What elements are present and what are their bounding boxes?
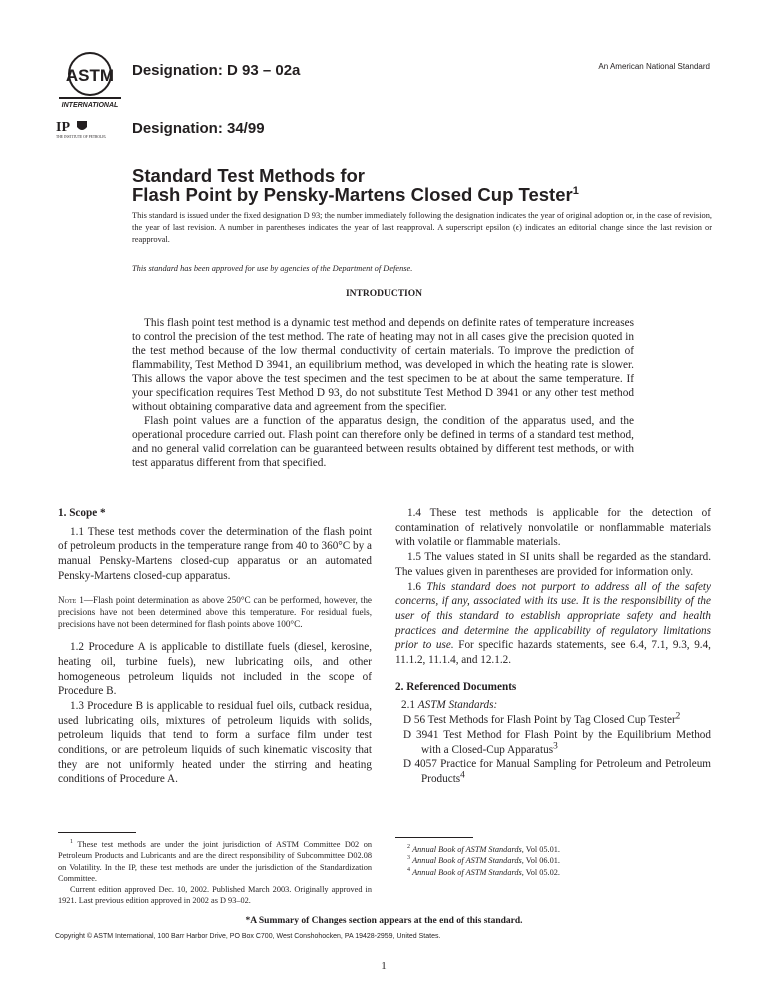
footnote-2-mark: 2 [407, 844, 410, 851]
reference-d4057 [395, 757, 711, 786]
copyright: Copyright © ASTM International, 100 Barr Harbor Drive, PO Box C700, West Conshohocken, PA 19428-2959, United States. [55, 933, 441, 940]
para-1-4: 1.4 These test methods is applicable for the detection of contamination of relatively nonvolatile or nonflammable materials with volatile or flammable materials. [395, 507, 711, 549]
footnote-rule-right [395, 837, 473, 838]
footnote-1-edition: Current edition approved Dec. 10, 2002. Published March 2003. Originally approved in 1921. Last previous edition approved in 2002 as D 93–02. [58, 885, 372, 906]
footnote-4 [395, 867, 711, 878]
footnote-1-text: These test methods are under the joint jurisdiction of ASTM Committee D02 on Petroleum Products and Lubricants and are the direct responsibility of Subcommittee D02.08 on Volatility. In the IP, these test methods are under the jurisdiction of the Standardization Committee. [58, 840, 372, 883]
left-column [58, 506, 372, 787]
introduction-heading: INTRODUCTION [345, 289, 422, 299]
footnote-1-mark: 1 [70, 839, 73, 846]
footnote-2-vol: , Vol 05.01. [521, 845, 560, 854]
issued-statement: This standard is issued under the fixed designation D 93; the number immediately following the designation indicates the year of original adoption or, in the case of revision, the year of last revision. A number in parentheses indicates the year of last reapproval. A superscript epsilon (ϵ) indicates an editorial change since the last revision or reapproval. [132, 211, 712, 244]
summary-of-changes-note: *A Summary of Changes section appears at the end of this standard. [245, 916, 523, 926]
footnote-4-mark: 4 [407, 866, 410, 873]
dod-approval: This standard has been approved for use by agencies of the Department of Defense. [132, 264, 413, 273]
footnote-4-vol: , Vol 05.02. [521, 867, 560, 877]
footnotes-right [395, 837, 711, 878]
reference-d4057-text: D 4057 Practice for Manual Sampling for Petroleum and Petroleum Products [403, 758, 711, 785]
intro-paragraph-2: Flash point values are a function of the apparatus design, the condition of the apparatus used, and the operational procedure carried out. Flash point can therefore only be defined in terms of a standard test method, and no general valid correlation can be guaranteed between results obtained by different test methods, or with test apparatus different from that specified. [132, 415, 634, 469]
para-1-6-number: 1.6 [407, 580, 427, 593]
astm-logo-subtext: INTERNATIONAL [61, 102, 119, 109]
american-national-standard: An American National Standard [598, 62, 710, 71]
ip-logo-icon [56, 118, 106, 152]
footnote-1 [58, 839, 372, 884]
reference-d56-text: D 56 Test Methods for Flash Point by Tag Closed Cup Tester [403, 714, 676, 727]
para-1-5: 1.5 The values stated in SI units shall be regarded as the standard. The values given in parentheses are provided for information only. [395, 551, 711, 578]
footnote-3 [395, 855, 711, 866]
footnote-2-book: Annual Book of ASTM Standards [412, 845, 522, 854]
ip-logo [56, 118, 106, 152]
para-1-2: 1.2 Procedure A is applicable to distillate fuels (diesel, kerosine, heating oil, turbine fuels), new lubricating oils, and other homogeneous petroleum liquids not included in the scope of Procedure B. [58, 641, 372, 698]
para-1-3: 1.3 Procedure B is applicable to residual fuel oils, cutback residua, used lubricating oils, mixtures of petroleum liquids with solids, petroleum liquids that tend to form a surface film under test conditions, or are petroleum liquids of such kinematic viscosity that they are not uniformly heated under the stirring and heating conditions of Procedure A. [58, 699, 372, 786]
reference-d3941-text: D 3941 Test Method for Flash Point by the Equilibrium Method with a Closed-Cup Apparatus [403, 728, 711, 756]
note-1 [58, 594, 372, 631]
reference-d3941-fn: 3 [553, 740, 558, 751]
reference-d56 [395, 713, 711, 728]
reference-d56-fn: 2 [675, 711, 681, 722]
ip-logo-subtext: THE INSTITUTE OF PETROLEUM [56, 135, 106, 139]
para-2-1-label: ASTM Standards: [417, 699, 498, 712]
astm-logo [58, 52, 122, 110]
referenced-documents-heading: 2. Referenced Documents [395, 680, 517, 693]
reference-d3941 [395, 728, 711, 757]
footnote-3-mark: 3 [407, 855, 410, 862]
title-line-2-text: Flash Point by Pensky-Martens Closed Cup Tester [132, 184, 573, 205]
footnote-4-book: Annual Book of ASTM Standards [412, 867, 522, 877]
para-1-6-caveat: This standard does not purport to address all of the safety concerns, if any, associated with its use. It is the responsibility of the user of this standard to establish appropriate safety and health practices and determine the applicability of regulatory limitations prior to use. [395, 580, 712, 652]
astm-logo-icon [58, 52, 122, 110]
para-2-1-number: 2.1 [401, 699, 418, 712]
para-1-6-hazards: For specific hazards statements, see 6.4, 7.1, 9.3, 9.4, 11.1.2, 11.1.4, and 12.1.2. [395, 639, 711, 667]
scope-heading: 1. Scope * [58, 507, 106, 519]
referenced-documents-list [395, 698, 711, 786]
footnotes-left [58, 832, 372, 907]
footnote-3-vol: , Vol 06.01. [521, 856, 560, 866]
title-line-2 [132, 185, 692, 204]
intro-paragraph-1: This flash point test method is a dynamic test method and depends on definite rates of temperature increases to control the precision of the test method. The rate of heating may not in all cases give the precision quoted in the test method because of the low thermal conductivity of certain materials. To improve the prediction of flammability, Test Method D 3941, an equilibrium method, was developed in which the heating rate is slower. This allows the vapor above the test specimen and the test specimen to be at about the same temperature. If your specification requires Test Method D 93, do not substitute Test Method D 3941 or any other test method without obtaining comparative data and agreement from the specifier. [132, 317, 634, 413]
page-number: 1 [381, 960, 387, 972]
para-1-6 [395, 580, 711, 668]
note-text: 1—Flash point determination as above 250°C can be performed, however, the precisions have not been determined above this temperature. For residual fuels, precisions have not been determined for flash points above 100°C. [58, 594, 372, 629]
document-title [132, 166, 692, 204]
title-footnote-mark: 1 [572, 184, 579, 197]
footnote-3-book: Annual Book of ASTM Standards [412, 856, 522, 866]
footnote-2 [395, 844, 711, 855]
para-1-1: 1.1 These test methods cover the determination of the flash point of petroleum products in the temperature range from 40 to 360°C by a manual Pensky-Martens closed-cup apparatus or an automated Pensky-Martens closed-cup apparatus. [58, 525, 372, 582]
right-column [395, 506, 711, 787]
introduction-text [132, 316, 634, 470]
title-line-1: Standard Test Methods for [132, 165, 365, 186]
ip-logo-text: IP [56, 120, 70, 135]
astm-logo-text: ASTM [65, 66, 115, 85]
footnote-rule-left [58, 832, 136, 833]
reference-d4057-fn: 4 [460, 770, 465, 781]
note-label: Note [58, 594, 77, 605]
designation-astm: Designation: D 93 – 02a [132, 62, 301, 79]
para-2-1 [395, 698, 711, 713]
designation-ip: Designation: 34/99 [132, 120, 265, 137]
